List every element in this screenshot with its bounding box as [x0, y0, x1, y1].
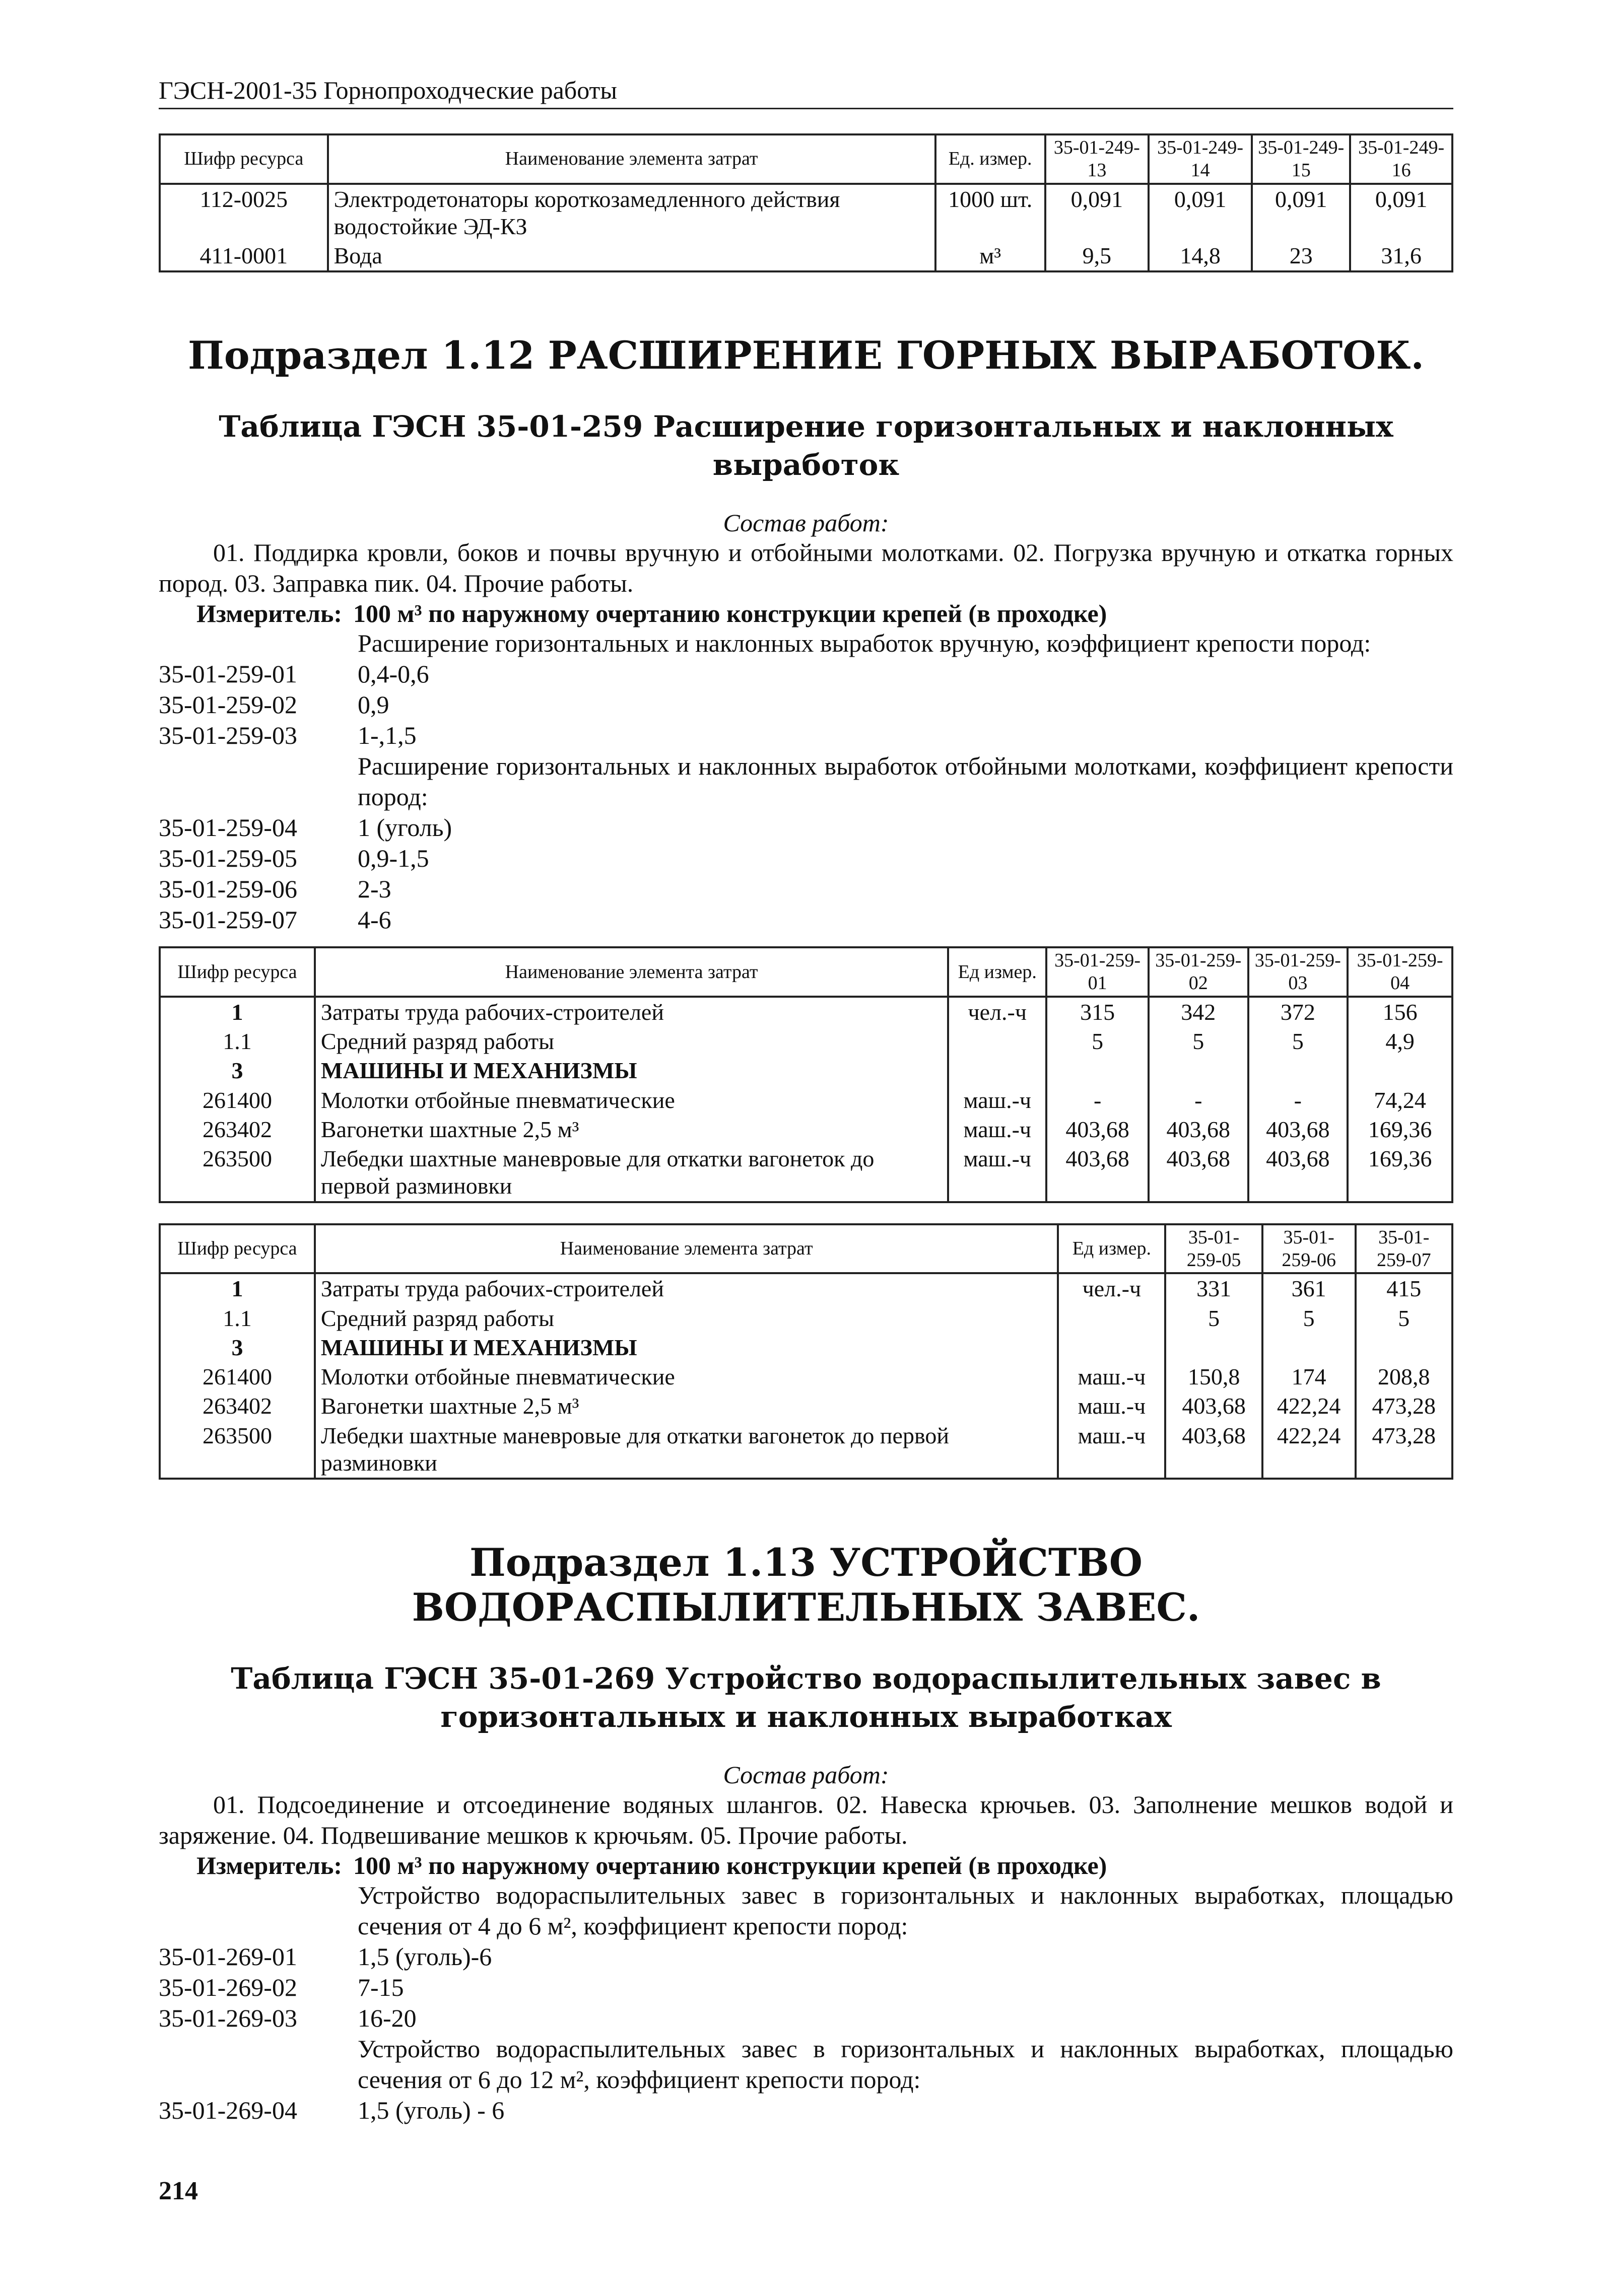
th-col: 35-01-259-06	[1262, 1224, 1356, 1274]
list-item	[159, 812, 1453, 843]
works-text: 01. Поддирка кровли, боков и почвы вручную и отбойными молотками. 02. Погрузка вручную и откатка горных пород. 03. Заправка пик. 04. Прочие работы.	[159, 538, 1453, 598]
cell: -	[1248, 1086, 1348, 1115]
table-row	[160, 1086, 1452, 1115]
measure-line	[159, 599, 1453, 628]
measure-label: Измеритель:	[196, 1851, 343, 1880]
list-item	[159, 2095, 1453, 2126]
list-item	[159, 1972, 1453, 2003]
cell: 403,68	[1149, 1144, 1248, 1202]
cell: 31,6	[1350, 241, 1452, 271]
item-code: 35-01-259-04	[159, 813, 297, 842]
cell: 5	[1356, 1304, 1452, 1333]
cell: 3	[160, 1056, 315, 1085]
cell: м³	[935, 241, 1045, 271]
th-code: Шифр ресурса	[160, 134, 328, 184]
cell: 422,24	[1262, 1391, 1356, 1421]
cell: чел.-ч	[948, 997, 1046, 1027]
th-unit: Ед измер.	[1058, 1224, 1165, 1274]
table-row	[160, 1362, 1452, 1391]
cell: Затраты труда рабочих-строителей	[315, 1273, 1058, 1303]
cell: 263500	[160, 1421, 315, 1479]
th-col: 35-01-259-03	[1248, 947, 1348, 997]
th-col: 35-01-249-16	[1350, 134, 1452, 184]
cell	[1248, 1056, 1348, 1085]
cell: -	[1149, 1086, 1248, 1115]
cell: 3	[160, 1333, 315, 1362]
group-text: Расширение горизонтальных и наклонных выработок вручную, коэффициент крепости пород:	[358, 629, 1371, 658]
items-list	[159, 1880, 1453, 2126]
cell: 1	[160, 997, 315, 1027]
group-row	[159, 751, 1453, 812]
cell: 261400	[160, 1086, 315, 1115]
cell: 403,68	[1046, 1144, 1149, 1202]
th-name: Наименование элемента затрат	[328, 134, 935, 184]
group-row	[159, 2034, 1453, 2095]
table-row	[160, 1027, 1452, 1056]
cell: 174	[1262, 1362, 1356, 1391]
th-unit: Ед измер.	[948, 947, 1046, 997]
item-value: 2-3	[358, 875, 391, 903]
item-value: 1,5 (уголь)-6	[358, 1942, 492, 1971]
cell: 411-0001	[160, 241, 328, 271]
cell: 342	[1149, 997, 1248, 1027]
cell: Молотки отбойные пневматические	[315, 1086, 948, 1115]
cell: 331	[1165, 1273, 1262, 1303]
cell: маш.-ч	[1058, 1421, 1165, 1479]
table-259-b	[159, 1223, 1453, 1480]
list-item	[159, 1941, 1453, 1972]
running-header: ГЭСН-2001-35 Горнопроходческие работы	[159, 76, 1453, 109]
cell: 403,68	[1248, 1144, 1348, 1202]
cell: МАШИНЫ И МЕХАНИЗМЫ	[315, 1056, 948, 1085]
cell	[1058, 1333, 1165, 1362]
item-value: 0,9-1,5	[358, 844, 429, 873]
th-col: 35-01-259-01	[1046, 947, 1149, 997]
cell: Вагонетки шахтные 2,5 м³	[315, 1391, 1058, 1421]
cell: маш.-ч	[1058, 1391, 1165, 1421]
cell: 1000 шт.	[935, 184, 1045, 242]
list-item	[159, 874, 1453, 905]
cell: Вода	[328, 241, 935, 271]
table-header	[160, 947, 1452, 997]
cell	[1149, 1056, 1248, 1085]
item-value: 0,4-0,6	[358, 660, 429, 688]
cell: 9,5	[1045, 241, 1149, 271]
group-row	[159, 628, 1453, 659]
cell: 169,36	[1348, 1144, 1452, 1202]
item-value: 16-20	[358, 2004, 417, 2033]
table-row	[160, 241, 1452, 271]
section-title: Подраздел 1.13 УСТРОЙСТВО ВОДОРАСПЫЛИТЕЛЬНЫХ ЗАВЕС.	[412, 1540, 1200, 1630]
list-item	[159, 689, 1453, 720]
item-value: 7-15	[358, 1973, 404, 2002]
item-code: 35-01-259-01	[159, 660, 297, 688]
list-item	[159, 2003, 1453, 2034]
measure-line	[159, 1851, 1453, 1880]
table-row	[160, 184, 1452, 242]
item-value: 1-,1,5	[358, 721, 417, 750]
cell	[1356, 1333, 1452, 1362]
cell: 361	[1262, 1273, 1356, 1303]
works-label: Состав работ:	[723, 1761, 889, 1789]
table-header	[160, 1224, 1452, 1274]
th-col: 35-01-259-05	[1165, 1224, 1262, 1274]
th-col: 35-01-259-04	[1348, 947, 1452, 997]
item-code: 35-01-269-04	[159, 2096, 297, 2125]
cell: 263500	[160, 1144, 315, 1202]
list-item	[159, 659, 1453, 689]
cell: 208,8	[1356, 1362, 1452, 1391]
cell: Молотки отбойные пневматические	[315, 1362, 1058, 1391]
table-row	[160, 1333, 1452, 1362]
cell: 315	[1046, 997, 1149, 1027]
table-row	[160, 1391, 1452, 1421]
cell: 0,091	[1350, 184, 1452, 242]
measure-text: 100 м³ по наружному очертанию конструкции крепей (в проходке)	[353, 1851, 1107, 1880]
table-top-header	[160, 134, 1452, 184]
cell: 473,28	[1356, 1421, 1452, 1479]
cell	[948, 1027, 1046, 1056]
cell: МАШИНЫ И МЕХАНИЗМЫ	[315, 1333, 1058, 1362]
group-row	[159, 1880, 1453, 1941]
item-code: 35-01-269-03	[159, 2004, 297, 2033]
cell: 422,24	[1262, 1421, 1356, 1479]
item-value: 1 (уголь)	[358, 813, 452, 842]
list-item	[159, 843, 1453, 874]
cell: маш.-ч	[1058, 1362, 1165, 1391]
th-col: 35-01-259-07	[1356, 1224, 1452, 1274]
cell: 5	[1248, 1027, 1348, 1056]
item-value: 1,5 (уголь) - 6	[358, 2096, 505, 2125]
cell: 415	[1356, 1273, 1452, 1303]
item-code: 35-01-259-02	[159, 690, 297, 719]
measure-text: 100 м³ по наружному очертанию конструкции крепей (в проходке)	[353, 599, 1107, 628]
cell: 403,68	[1149, 1115, 1248, 1144]
cell: Вагонетки шахтные 2,5 м³	[315, 1115, 948, 1144]
cell	[1262, 1333, 1356, 1362]
th-unit: Ед. измер.	[935, 134, 1045, 184]
th-code: Шифр ресурса	[160, 1224, 315, 1274]
item-code: 35-01-269-01	[159, 1942, 297, 1971]
page-number: 214	[159, 2177, 198, 2206]
cell: 5	[1262, 1304, 1356, 1333]
cell: 403,68	[1165, 1421, 1262, 1479]
works-text: 01. Подсоединение и отсоединение водяных шлангов. 02. Навеска крючьев. 03. Заполнение мешков водой и заряжение. 04. Подвешивание мешков к крючьям. 05. Прочие работы.	[159, 1790, 1453, 1850]
cell: 263402	[160, 1391, 315, 1421]
cell: 1.1	[160, 1027, 315, 1056]
group-text: Устройство водораспылительных завес в горизонтальных и наклонных выработках, площадью сечения от 4 до 6 м², коэффициент крепости пород:	[358, 1881, 1453, 1940]
cell	[948, 1056, 1046, 1085]
cell: 372	[1248, 997, 1348, 1027]
cell: 403,68	[1046, 1115, 1149, 1144]
items-list	[159, 628, 1453, 935]
cell: 0,091	[1252, 184, 1350, 242]
cell: 4,9	[1348, 1027, 1452, 1056]
cell: Лебедки шахтные маневровые для откатки вагонеток до первой разминовки	[315, 1144, 948, 1202]
cell: 263402	[160, 1115, 315, 1144]
cell: маш.-ч	[948, 1086, 1046, 1115]
th-col: 35-01-249-14	[1149, 134, 1252, 184]
cell	[1058, 1304, 1165, 1333]
table-title: Таблица ГЭСН 35-01-269 Устройство водораспылительных завес в горизонтальных и наклонных выработках	[231, 1661, 1381, 1734]
works-label: Состав работ:	[723, 509, 889, 537]
cell: 0,091	[1045, 184, 1149, 242]
table-row	[160, 1273, 1452, 1303]
measure-label: Измеритель:	[196, 599, 343, 628]
table-row	[160, 1304, 1452, 1333]
item-code: 35-01-259-06	[159, 875, 297, 903]
item-code: 35-01-269-02	[159, 1973, 297, 2002]
item-value: 0,9	[358, 690, 389, 719]
cell: 156	[1348, 997, 1452, 1027]
cell: 74,24	[1348, 1086, 1452, 1115]
cell: 14,8	[1149, 241, 1252, 271]
item-code: 35-01-259-05	[159, 844, 297, 873]
cell: 0,091	[1149, 184, 1252, 242]
cell: -	[1046, 1086, 1149, 1115]
cell: Затраты труда рабочих-строителей	[315, 997, 948, 1027]
cell: 5	[1165, 1304, 1262, 1333]
cell: 169,36	[1348, 1115, 1452, 1144]
group-text: Расширение горизонтальных и наклонных выработок отбойными молотками, коэффициент крепости пород:	[358, 752, 1453, 811]
th-col: 35-01-249-15	[1252, 134, 1350, 184]
th-name: Наименование элемента затрат	[315, 1224, 1058, 1274]
cell: 473,28	[1356, 1391, 1452, 1421]
group-text: Устройство водораспылительных завес в горизонтальных и наклонных выработках, площадью сечения от 6 до 12 м², коэффициент крепости пород:	[358, 2035, 1453, 2094]
table-row	[160, 1115, 1452, 1144]
cell: 261400	[160, 1362, 315, 1391]
cell: 23	[1252, 241, 1350, 271]
cell: 403,68	[1165, 1391, 1262, 1421]
section-title: Подраздел 1.12 РАСШИРЕНИЕ ГОРНЫХ ВЫРАБОТОК.	[188, 333, 1424, 378]
table-title: Таблица ГЭСН 35-01-259 Расширение горизонтальных и наклонных выработок	[219, 409, 1393, 482]
item-code: 35-01-259-07	[159, 906, 297, 934]
cell: 1.1	[160, 1304, 315, 1333]
cell: 5	[1149, 1027, 1248, 1056]
cell: маш.-ч	[948, 1144, 1046, 1202]
table-row	[160, 997, 1452, 1027]
table-row	[160, 1421, 1452, 1479]
cell	[1165, 1333, 1262, 1362]
list-item	[159, 720, 1453, 751]
cell: 150,8	[1165, 1362, 1262, 1391]
cell	[1046, 1056, 1149, 1085]
cell: Лебедки шахтные маневровые для откатки вагонеток до первой разминовки	[315, 1421, 1058, 1479]
th-code: Шифр ресурса	[160, 947, 315, 997]
page	[159, 76, 1453, 2206]
table-259-a	[159, 946, 1453, 1203]
cell: 1	[160, 1273, 315, 1303]
cell: 5	[1046, 1027, 1149, 1056]
th-col: 35-01-259-02	[1149, 947, 1248, 997]
cell: 112-0025	[160, 184, 328, 242]
th-name: Наименование элемента затрат	[315, 947, 948, 997]
th-col: 35-01-249-13	[1045, 134, 1149, 184]
cell: Средний разряд работы	[315, 1027, 948, 1056]
cell: 403,68	[1248, 1115, 1348, 1144]
table-row	[160, 1056, 1452, 1085]
cell: Электродетонаторы короткозамедленного действия водостойкие ЭД-КЗ	[328, 184, 935, 242]
item-value: 4-6	[358, 906, 391, 934]
cell: маш.-ч	[948, 1115, 1046, 1144]
list-item	[159, 905, 1453, 935]
table-top	[159, 133, 1453, 272]
item-code: 35-01-259-03	[159, 721, 297, 750]
cell: Средний разряд работы	[315, 1304, 1058, 1333]
table-row	[160, 1144, 1452, 1202]
cell	[1348, 1056, 1452, 1085]
cell: чел.-ч	[1058, 1273, 1165, 1303]
